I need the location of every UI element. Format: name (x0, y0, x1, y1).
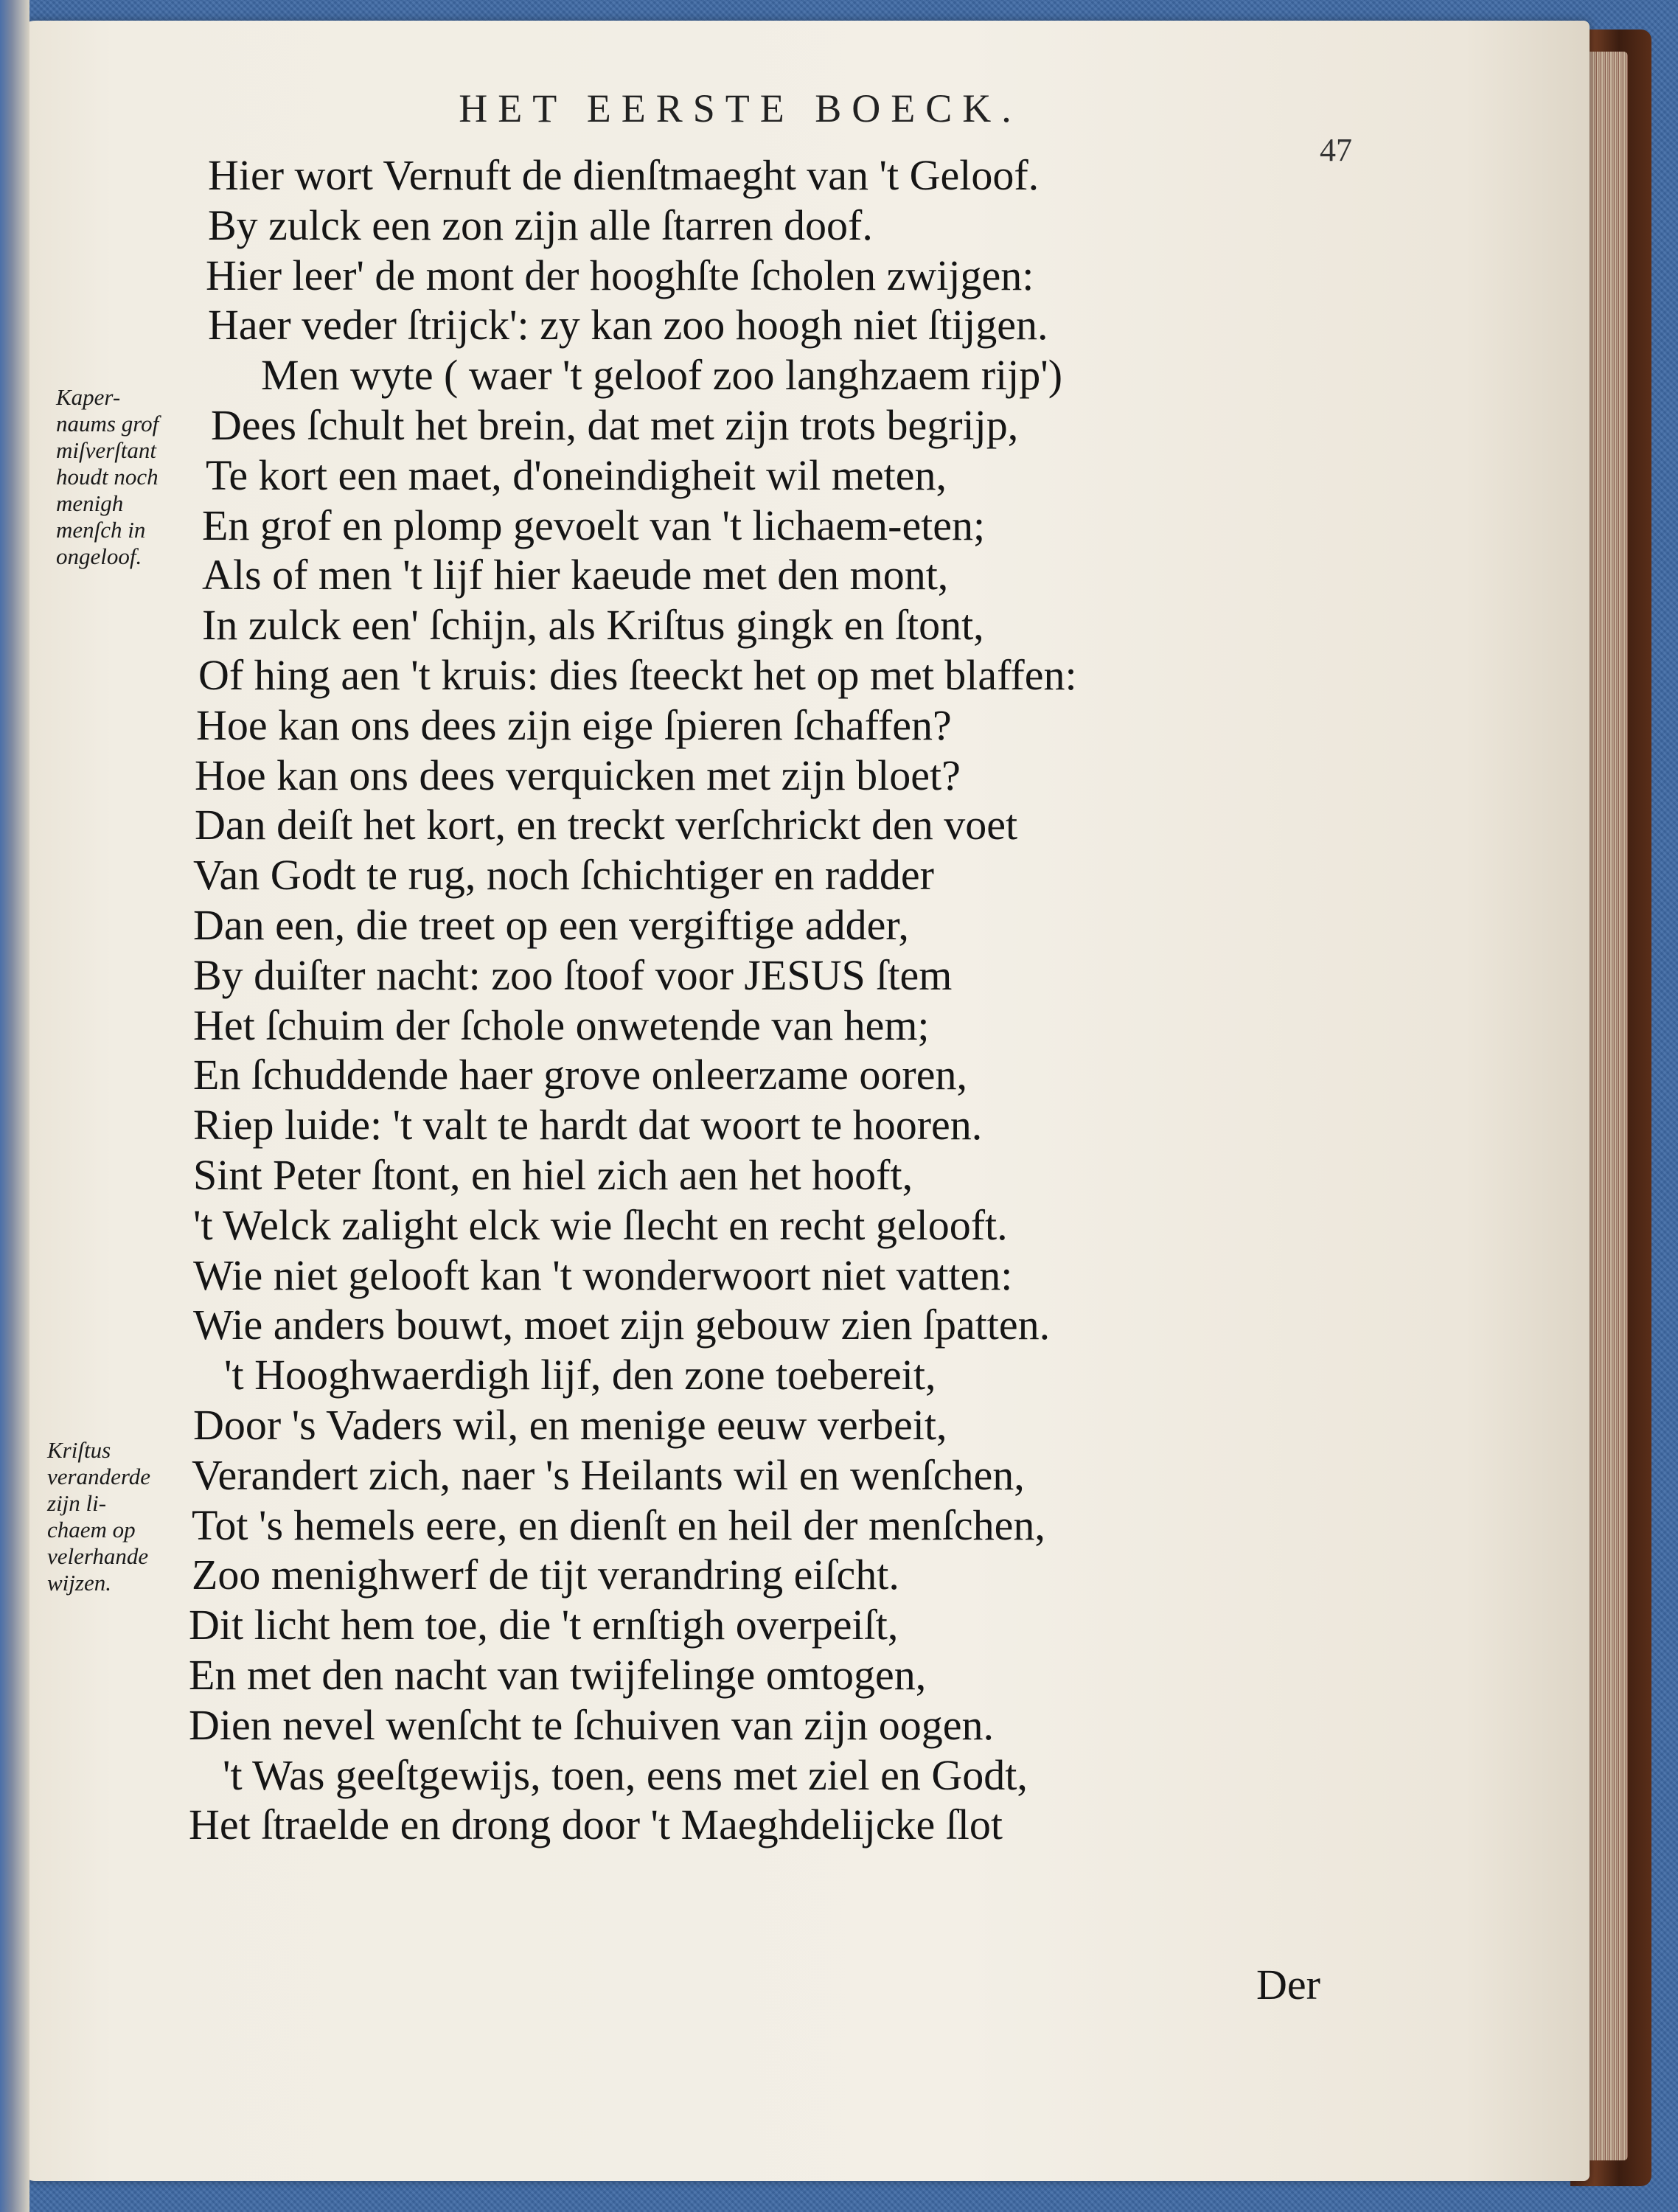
marginal-note-line: velerhande (47, 1543, 149, 1569)
verse-line: In zulck een' ſchijn, als Kriſtus gingk en ſtont, (202, 601, 984, 649)
verse-line: En grof en plomp gevoelt van 't lichaem-eten; (202, 501, 986, 549)
verse-line: Haer veder ſtrijck': zy kan zoo hoogh niet ſtijgen. (208, 301, 1048, 349)
verse-line: 't Hooghwaerdigh lijf, den zone toebereit, (224, 1351, 936, 1399)
marginal-note-line: naums grof (56, 411, 159, 437)
verse-line: Door 's Vaders wil, en menige eeuw verbeit, (193, 1401, 947, 1449)
marginal-note-line: miſverſtant (56, 437, 157, 463)
marginal-note-line: ongeloof. (56, 543, 142, 569)
verse-line: Tot 's hemels eere, en dienſt en heil der menſchen, (192, 1501, 1045, 1549)
verse-line: Hoe kan ons dees zijn eige ſpieren ſchaffen? (196, 701, 952, 749)
marginal-note-line: menſch in (56, 517, 146, 543)
page-edges (1584, 52, 1628, 2160)
verse-line: Of hing aen 't kruis: dies ſteeckt het op met blaffen: (198, 651, 1077, 699)
verse-line: Zoo menighwerf de tijt verandring eiſcht. (192, 1551, 899, 1599)
verse-line: Van Godt te rug, noch ſchichtiger en radder (193, 851, 934, 899)
page-number: 47 (1320, 132, 1352, 168)
verse-line: Verandert zich, naer 's Heilants wil en wenſchen, (192, 1451, 1025, 1499)
verse-line: Dien nevel wenſcht te ſchuiven van zijn oogen. (189, 1701, 994, 1749)
running-head: HET EERSTE BOECK. (459, 86, 1022, 131)
verse-line: 't Welck zalight elck wie ſlecht en recht gelooft. (193, 1201, 1008, 1249)
marginal-note-line: houdt noch (56, 464, 159, 490)
verse-line: Dit licht hem toe, die 't ernſtigh overpeiſt, (189, 1601, 899, 1649)
marginal-note-line: zijn li- (47, 1490, 107, 1516)
verse-line: Dan deiſt het kort, en treckt verſchrickt den voet (195, 801, 1018, 849)
marginal-note-line: Kaper- (56, 384, 121, 410)
page-curl (0, 0, 29, 2212)
verse-line: Wie anders bouwt, moet zijn gebouw zien ſpatten. (193, 1301, 1051, 1349)
marginal-note-line: menigh (56, 490, 124, 516)
verse-line: Hier leer' de mont der hooghſte ſcholen zwijgen: (206, 251, 1034, 299)
verse-line: Dees ſchult het brein, dat met zijn trots begrijp, (211, 401, 1019, 449)
verse-line: By duiſter nacht: zoo ſtoof voor JESUS ſtem (193, 951, 953, 999)
verse-line: Het ſtraelde en drong door 't Maeghdelijcke ſlot (189, 1801, 1003, 1848)
verse-line: Riep luide: 't valt te hardt dat woort te hooren. (193, 1101, 983, 1149)
book-page (18, 21, 1590, 2181)
verse-line: Wie niet gelooft kan 't wonderwoort niet vatten: (193, 1251, 1013, 1299)
verse-line: En met den nacht van twijfelinge omtogen, (189, 1651, 927, 1699)
verse-line: En ſchuddende haer grove onleerzame ooren, (193, 1051, 967, 1099)
verse-line: Dan een, die treet op een vergiftige adder, (193, 901, 909, 949)
catchword: Der (1256, 1961, 1320, 2008)
verse-line: Men wyte ( waer 't geloof zoo langhzaem rijp') (261, 351, 1063, 399)
verse-line: 't Was geeſtgewijs, toen, eens met ziel en Godt, (223, 1751, 1028, 1799)
marginal-note-line: veranderde (47, 1464, 151, 1489)
verse-line: Als of men 't lijf hier kaeude met den mont, (202, 551, 949, 599)
marginal-note-line: wijzen. (47, 1570, 111, 1596)
marginal-note-line: Kriſtus (47, 1437, 111, 1463)
verse-line: Te kort een maet, d'oneindigheit wil meten, (206, 451, 947, 499)
verse-line: Hier wort Vernuft de dienſtmaeght van 't Geloof. (208, 151, 1040, 199)
verse-line: By zulck een zon zijn alle ſtarren doof. (208, 201, 873, 249)
verse-line: Hoe kan ons dees verquicken met zijn bloet? (195, 751, 961, 799)
marginal-note-line: chaem op (47, 1517, 136, 1543)
verse-line: Sint Peter ſtont, en hiel zich aen het hooft, (193, 1151, 913, 1199)
verse-line: Het ſchuim der ſchole onwetende van hem; (193, 1001, 930, 1049)
